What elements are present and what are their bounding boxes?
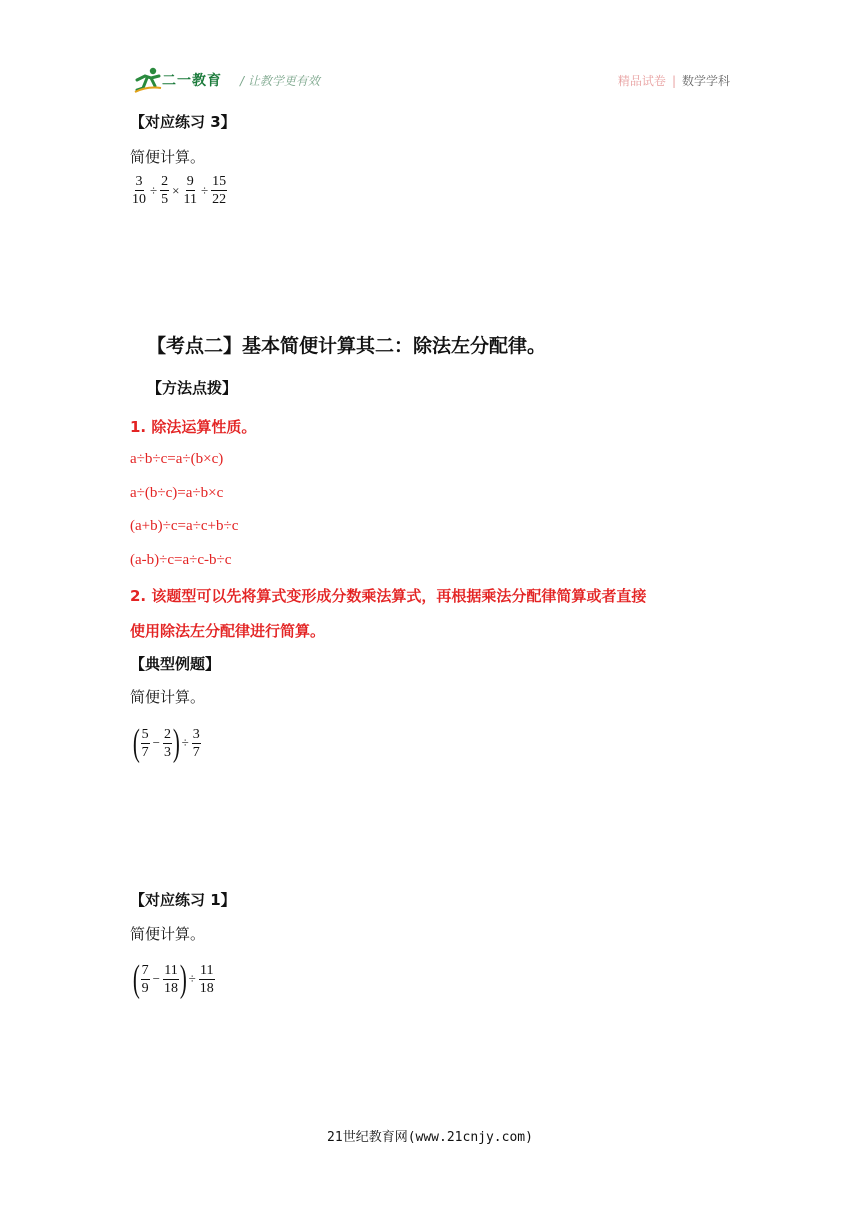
fraction: $\frac{11}{18}$: [199, 962, 214, 996]
logo-text: 二一教育: [162, 73, 222, 89]
slogan: / 让教学更有效: [240, 74, 320, 88]
practice1-title: 【对应练习 1】: [130, 891, 236, 909]
fraction: $\frac{15}{22}$: [212, 174, 227, 207]
example-expression: ( $\frac{5}{7}$ − $\frac{2}{3}$ ) ÷ $\frac{3}{7}$: [132, 722, 200, 764]
header-subject: 数学学科: [681, 74, 730, 88]
fraction: $\frac{9}{11}$: [183, 174, 197, 207]
point-1: 1. 除法运算性质。: [130, 418, 257, 436]
topic-title: 【考点二】基本简便计算其二：除法左分配律。: [147, 335, 547, 357]
example-instruction: 简便计算。: [130, 688, 206, 706]
example-title: 【典型例题】: [130, 655, 221, 673]
practice1-instruction: 简便计算。: [130, 925, 206, 943]
page-footer: 21世纪教育网(www.21cnjy.com): [327, 1130, 533, 1145]
fraction: $\frac{2}{3}$: [164, 726, 171, 760]
fraction: $\frac{11}{18}$: [164, 962, 178, 996]
formula-3: (a+b)÷c=a÷c+b÷c: [130, 518, 239, 534]
header-separator: |: [671, 74, 676, 88]
fraction: $\frac{3}{10}$: [132, 174, 146, 207]
logo-runner-icon: [133, 66, 163, 94]
fraction: $\frac{2}{5}$: [161, 174, 169, 207]
method-heading: 【方法点拨】: [147, 379, 238, 397]
header-right: [618, 72, 730, 89]
point-2-line-2: 使用除法左分配律进行简算。: [130, 622, 326, 640]
fraction: $\frac{3}{7}$: [192, 726, 200, 760]
practice3-title: 【对应练习 3】: [130, 113, 236, 131]
formula-4: (a-b)÷c=a÷c-b÷c: [130, 552, 232, 568]
header-badge: 精品试卷: [617, 74, 666, 88]
formula-2: a÷(b÷c)=a÷b×c: [130, 485, 224, 501]
formula-1: a÷b÷c=a÷(b×c): [130, 451, 224, 467]
practice1-expression: ( $\frac{7}{9}$ − $\frac{11}{18}$ ) ÷ $\frac{11}{18}$: [132, 958, 214, 1000]
fraction: $\frac{5}{7}$: [141, 726, 149, 760]
point-2-line-1: 2. 该题型可以先将算式变形成分数乘法算式，再根据乘法分配律简算或者直接: [130, 587, 647, 605]
practice3-instruction: 简便计算。: [130, 148, 206, 166]
practice3-expression: $\frac{3}{10}$ ÷ $\frac{2}{5}$ × $\frac{9}{11}$ ÷ $\frac{15}{22}$: [132, 174, 227, 207]
fraction: $\frac{7}{9}$: [141, 962, 149, 996]
